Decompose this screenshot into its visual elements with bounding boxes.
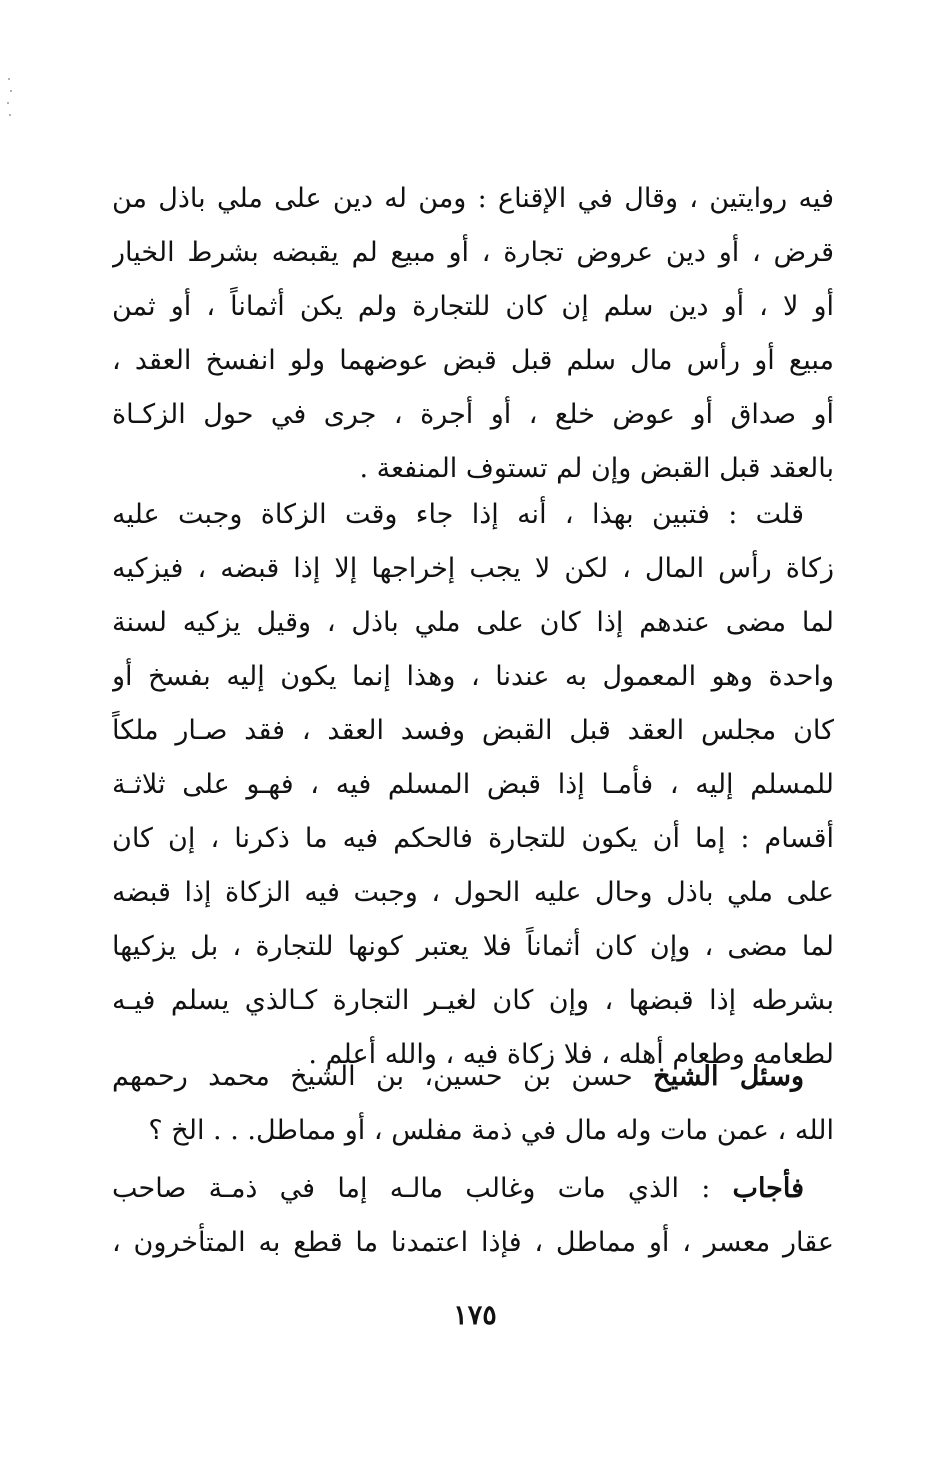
speck xyxy=(8,78,10,80)
text-line: للمسلم إليه ، فأمـا إذا قبض المسلم فيه ، فهـو على ثلاثـة xyxy=(112,769,834,800)
text-line: زكاة رأس المال ، لكن لا يجب إخراجها إلا إذا قبضه ، فيزكيه xyxy=(112,553,834,584)
answer-text: : الذي مات وغالب مالـه إما في ذمـة صاحب xyxy=(112,1173,711,1204)
text-line: واحدة وهو المعمول به عندنا ، وهذا إنما يكون إليه بفسخ أو xyxy=(112,661,834,692)
answer-paragraph xyxy=(112,1162,834,1270)
text-line: أقسام : إما أن يكون للتجارة فالحكم فيه ما ذكرنا ، إن كان xyxy=(112,823,834,854)
speck xyxy=(7,102,9,104)
text-line xyxy=(112,1162,834,1216)
paragraph-commentary xyxy=(112,488,834,1082)
speck xyxy=(10,90,12,92)
text-line: عقار معسر ، أو مماطل ، فإذا اعتمدنا ما قطع به المتأخرون ، xyxy=(112,1227,834,1258)
paragraph-iqna-quote xyxy=(112,172,834,496)
text-line: أو صداق أو عوض خلع ، أو أجرة ، جرى في حول الزكـاة xyxy=(112,399,834,430)
text-line: بالعقد قبل القبض وإن لم تستوف المنفعة . xyxy=(359,453,834,484)
text-line: كان مجلس العقد قبل القبض وفسد العقد ، فقد صـار ملكاً xyxy=(112,715,834,746)
question-lead: وسئل الشيخ xyxy=(653,1061,804,1092)
text-line: قرض ، أو دين عروض تجارة ، أو مبيع لم يقبضه بشرط الخيار xyxy=(112,237,834,268)
text-line: أو لا ، أو دين سلم إن كان للتجارة ولم يكن أثماناً ، أو ثمن xyxy=(112,291,834,322)
answer-lead: فأجاب xyxy=(732,1173,804,1204)
text-line xyxy=(112,1050,834,1104)
question-text: حسن بن حسين، بن الشيخ محمد رحمهم xyxy=(112,1061,633,1092)
text-line: على ملي باذل وحال عليه الحول ، وجبت فيه الزكاة إذا قبضه xyxy=(112,877,834,908)
text-line: الله ، عمن مات وله مال في ذمة مفلس ، أو مماطل. . . الخ ؟ xyxy=(148,1115,834,1146)
margin-specks xyxy=(6,78,14,138)
text-line: لما مضى ، وإن كان أثماناً فلا يعتبر كونها للتجارة ، بل يزكيها xyxy=(112,931,834,962)
text-line: مبيع أو رأس مال سلم قبل قبض عوضهما ولو انفسخ العقد ، xyxy=(112,345,834,376)
text-line: قلت : فتبين بهذا ، أنه إذا جاء وقت الزكاة وجبت عليه xyxy=(112,499,804,530)
page-number: ١٧٥ xyxy=(453,1300,497,1331)
text-line: لطعامه وطعام أهله ، فلا زكاة فيه ، والله أعلم . xyxy=(308,1039,834,1070)
text-line: فيه روايتين ، وقال في الإقناع : ومن له دين على ملي باذل من xyxy=(112,183,834,214)
text-line: لما مضى عندهم إذا كان على ملي باذل ، وقيل يزكيه لسنة xyxy=(112,607,834,638)
speck xyxy=(9,114,11,116)
text-line: بشرطه إذا قبضها ، وإن كان لغيـر التجارة كـالذي يسلم فيـه xyxy=(112,985,834,1016)
question-paragraph xyxy=(112,1050,834,1158)
